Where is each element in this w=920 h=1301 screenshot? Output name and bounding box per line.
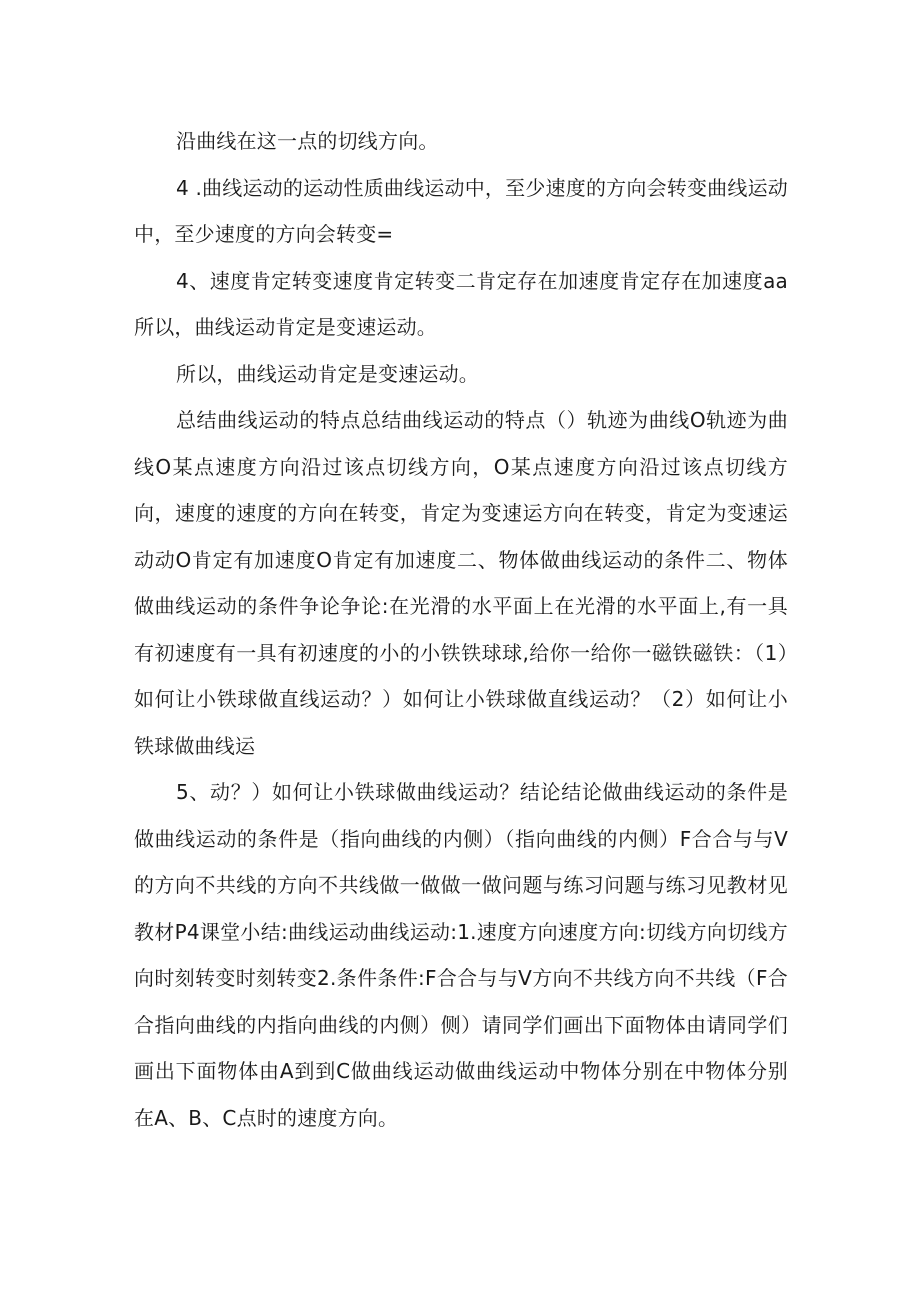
paragraph-velocity-change: 4、速度肯定转变速度肯定转变二肯定存在加速度肯定存在加速度aa所以，曲线运动肯定是变速运动。 [134,268,788,339]
document-body [134,118,788,1141]
paragraph-conditions-conclusion: 5、动？）如何让小铁球做曲线运动？结论结论做曲线运动的条件是做曲线运动的条件是（指向曲线的内侧）（指向曲线的内侧）F合合与与V的方向不共线的方向不共线做一做做一做问题与练习问题与练习见教材见教材P4课堂小结:曲线运动曲线运动:1.速度方向速度方向:切线方向切线方向时刻转变时刻转变2.条件条件:F合合与与V方向不共线方向不共线（F合合指向曲线的内指向曲线的内侧）侧）请同学们画出下面物体由请同学们画出下面物体由A到到C做曲线运动做曲线运动中物体分别在中物体分别在A、B、C点时的速度方向。 [134,780,788,1130]
paragraph-motion-nature: 4 .曲线运动的运动性质曲线运动中，至少速度的方向会转变曲线运动中，至少速度的方向会转变= [134,175,788,246]
paragraph-tangent-direction: 沿曲线在这一点的切线方向。 [176,129,439,153]
paragraph-variable-speed: 所以，曲线运动肯定是变速运动。 [176,361,479,386]
paragraph-summary-features: 总结曲线运动的特点总结曲线运动的特点（）轨迹为曲线O轨迹为曲线O某点速度方向沿过该点切线方向，O某点速度方向沿过该点切线方向，速度的速度的方向在转变，肯定为变速运方向在转变，肯定为变速运动动O肯定有加速度O肯定有加速度二、物体做曲线运动的条件二、物体做曲线运动的条件争论争论:在光滑的水平面上在光滑的水平面上,有一具有初速度有一具有初速度的小的小铁铁球球,给你一给你一磁铁磁铁：（1）如何让小铁球做直线运动？）如何让小铁球做直线运动？（2）如何让小铁球做曲线运 [134,408,788,758]
